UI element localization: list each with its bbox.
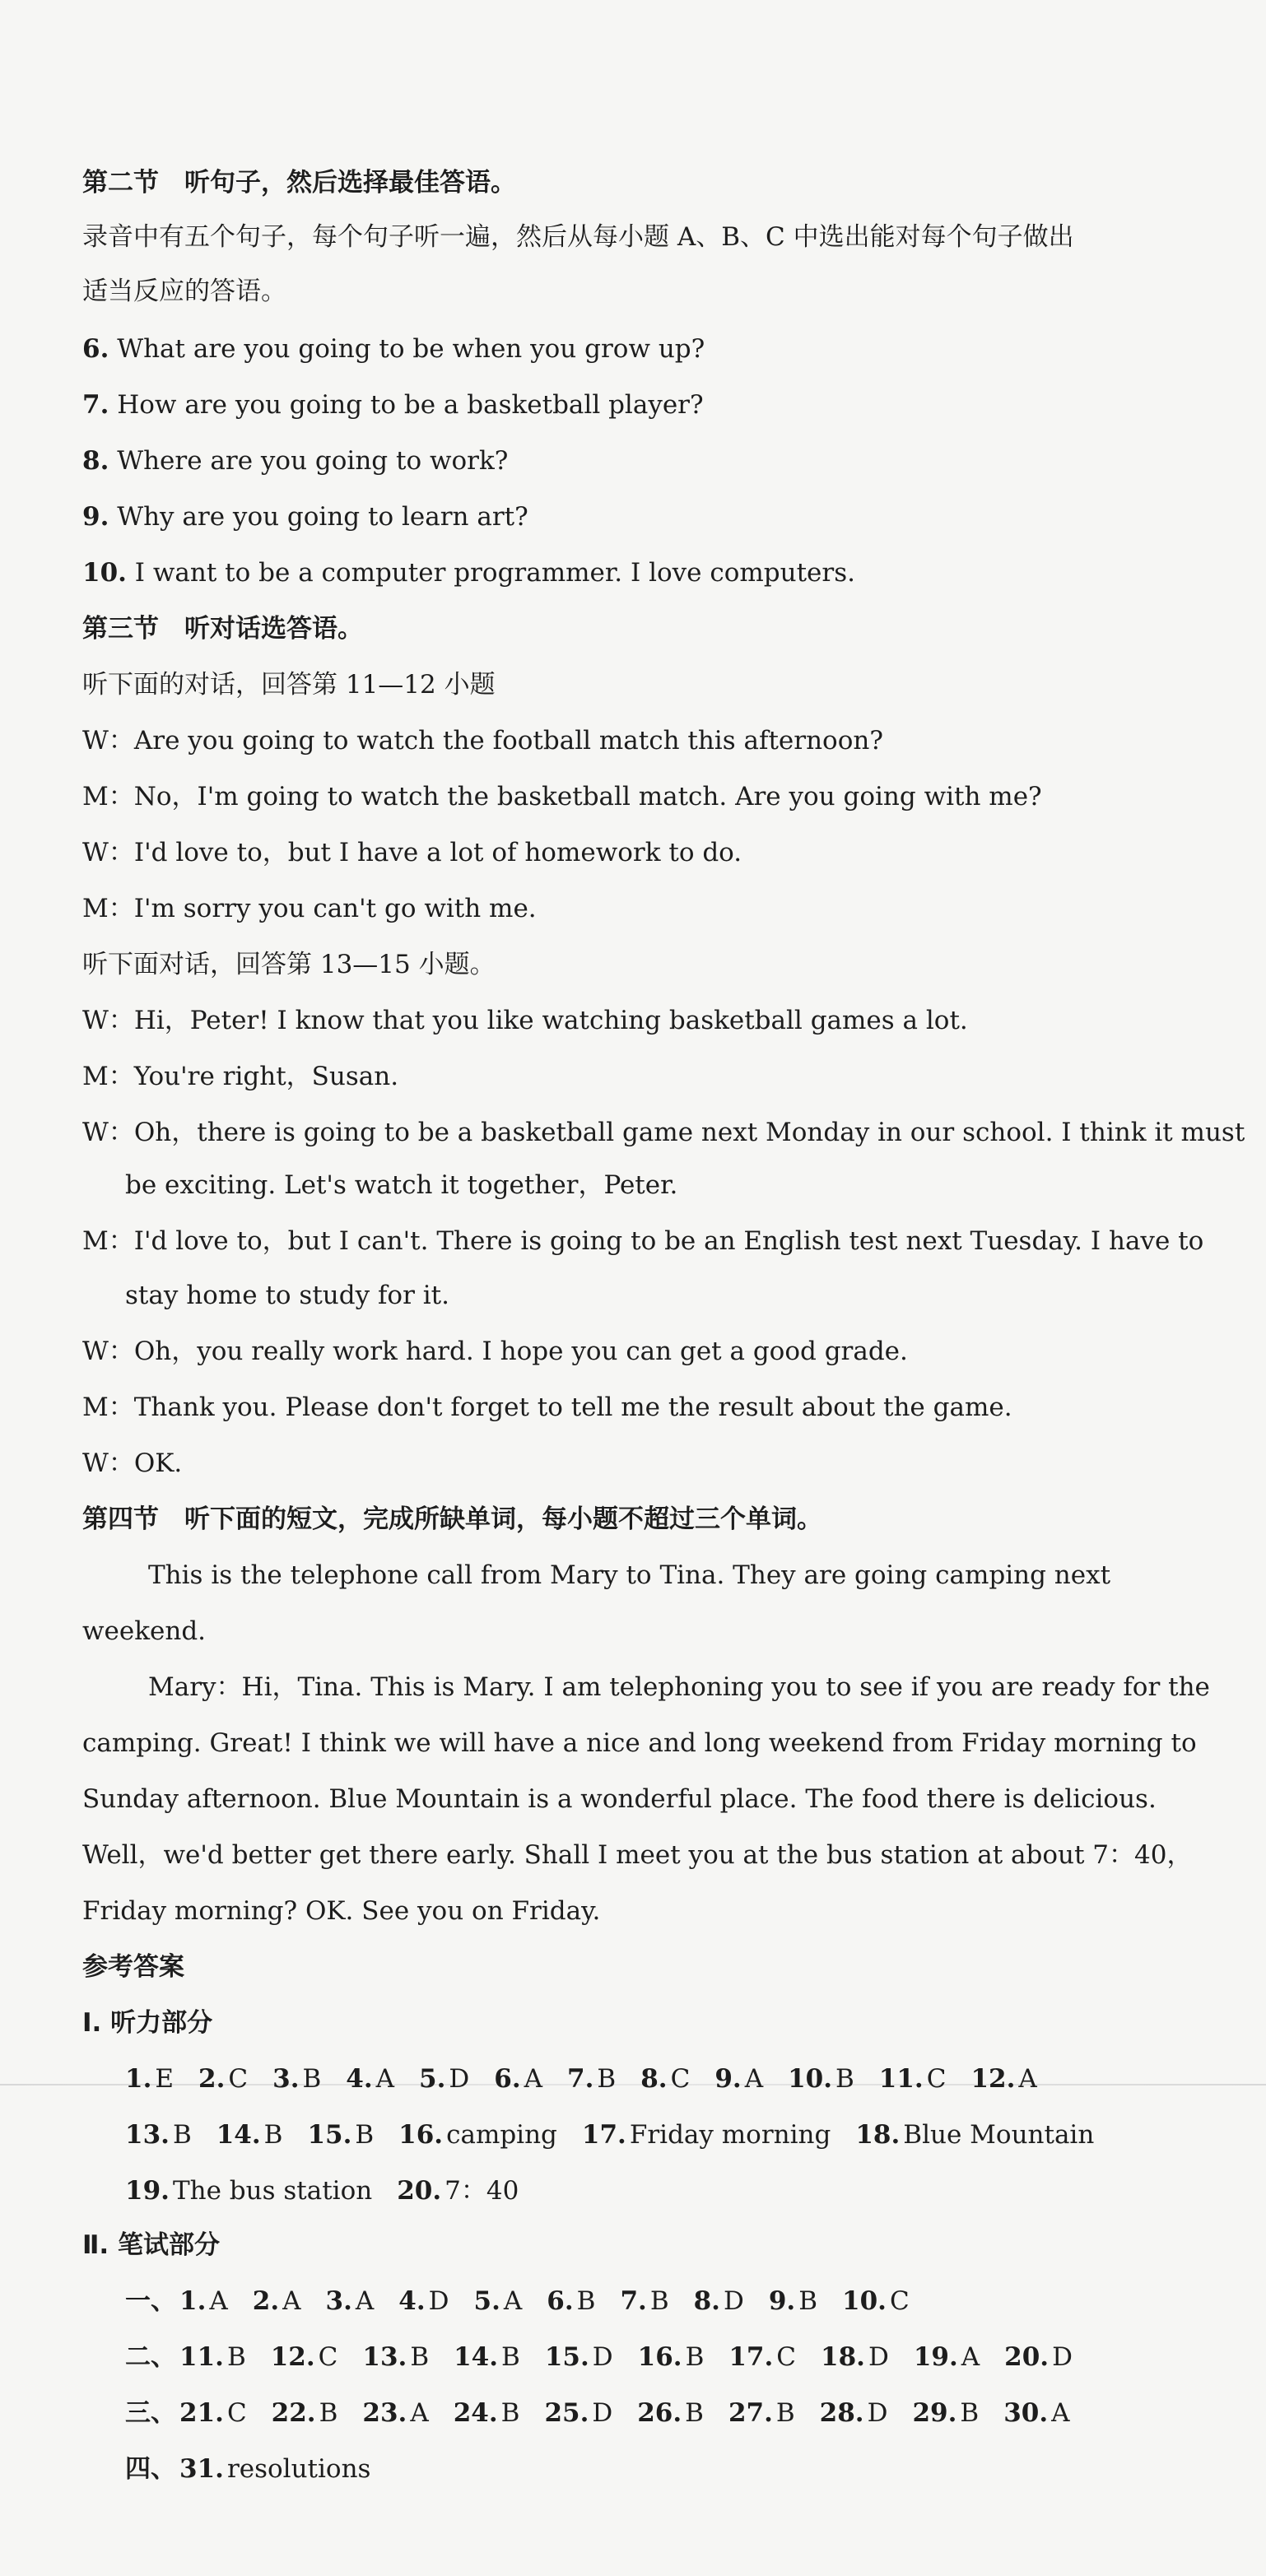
answer-value: C	[926, 2064, 947, 2094]
answer-value: B	[798, 2286, 817, 2316]
section2-heading: 第二节 听句子，然后选择最佳答语。	[82, 168, 516, 198]
answer-number: 13.	[362, 2342, 407, 2372]
dialogue2-line: M：You're right，Susan.	[82, 1062, 399, 1091]
answer-value: D	[867, 2398, 888, 2428]
answer-number: 29.	[912, 2398, 957, 2428]
answer-number: 9.	[768, 2286, 796, 2316]
answer-value: Friday morning	[629, 2120, 831, 2150]
answer-value: A	[209, 2286, 228, 2316]
answer-value: C	[226, 2398, 247, 2428]
question-number: 8.	[82, 446, 109, 476]
answer-value: A	[961, 2342, 980, 2372]
answer-value: C	[776, 2342, 797, 2372]
dialogue1-line: W：I'd love to，but I have a lot of homework to do.	[82, 838, 742, 867]
answer-number: 3.	[325, 2286, 352, 2316]
answer-value: Blue Mountain	[903, 2120, 1095, 2150]
answer-number: 18.	[855, 2120, 901, 2150]
answer-value: B	[302, 2064, 322, 2094]
answer-value: B	[319, 2398, 338, 2428]
answer-row	[125, 2283, 1228, 2319]
answer-value: D	[449, 2064, 470, 2094]
answer-value: B	[835, 2064, 854, 2094]
answer-value: B	[226, 2342, 246, 2372]
answer-number: 10.	[788, 2064, 833, 2094]
answer-row	[125, 2117, 1228, 2153]
section3-heading: 第三节 听对话选答语。	[82, 614, 363, 644]
answer-number: 6.	[494, 2064, 521, 2094]
answer-number: 28.	[819, 2398, 864, 2428]
answer-number: 1.	[125, 2064, 152, 2094]
answer-number: 21.	[179, 2398, 224, 2428]
answer-number: 6.	[547, 2286, 574, 2316]
passage-para1-line2: weekend.	[82, 1616, 207, 1646]
answers-heading: 参考答案	[82, 1952, 184, 1982]
answer-value: C	[889, 2286, 910, 2316]
answer-number: 7.	[620, 2286, 647, 2316]
question-text: I want to be a computer programmer. I love computers.	[126, 558, 855, 588]
question-text: Where are you going to work?	[109, 446, 509, 476]
answer-row	[125, 2451, 1228, 2487]
dialogue2-line: M：I'd love to，but I can't. There is going to be an English test next Tuesday. I have to	[82, 1226, 1204, 1256]
dialogue1-line: M：I'm sorry you can't go with me.	[82, 894, 537, 923]
answer-value: C	[318, 2342, 338, 2372]
dialogue2-line: W：Oh，there is going to be a basketball game next Monday in our school. I think it must	[82, 1118, 1245, 1147]
answer-number: 11.	[878, 2064, 924, 2094]
answer-value: 7：40	[444, 2176, 519, 2206]
answers-part2-title: Ⅱ. 笔试部分	[82, 2230, 220, 2260]
answer-number: 1.	[179, 2286, 207, 2316]
answer-value: D	[592, 2342, 613, 2372]
answer-row	[125, 2339, 1228, 2375]
dialogue1-line: M：No，I'm going to watch the basketball match. Are you going with me?	[82, 782, 1042, 811]
answer-value: A	[1051, 2398, 1070, 2428]
answer-row	[125, 2395, 1228, 2431]
passage-para2-line: camping. Great! I think we will have a nice and long weekend from Friday morning to	[82, 1728, 1197, 1758]
answer-value: D	[723, 2286, 744, 2316]
answer-number: 27.	[728, 2398, 773, 2428]
question-text: What are you going to be when you grow up?	[109, 334, 705, 364]
answer-number: 7.	[567, 2064, 594, 2094]
answer-number: 4.	[346, 2064, 373, 2094]
answer-number: 9.	[714, 2064, 742, 2094]
section2-instruction-line2: 适当反应的答语。	[82, 277, 286, 306]
answer-number: 20.	[397, 2176, 442, 2206]
answer-number: 31.	[179, 2454, 224, 2484]
answer-number: 25.	[544, 2398, 589, 2428]
answer-group-prefix: 三、	[125, 2398, 176, 2428]
answer-value: The bus station	[172, 2176, 373, 2206]
answer-group-prefix: 四、	[125, 2454, 176, 2484]
question-7	[82, 387, 1185, 423]
answer-number: 22.	[271, 2398, 316, 2428]
answer-number: 19.	[913, 2342, 958, 2372]
answer-value: B	[597, 2064, 617, 2094]
answer-value: B	[501, 2342, 520, 2372]
answer-number: 3.	[272, 2064, 300, 2094]
answer-value: B	[685, 2342, 705, 2372]
passage-para2-line: Friday morning? OK. See you on Friday.	[82, 1896, 601, 1926]
answer-value: B	[500, 2398, 520, 2428]
answer-value: resolutions	[226, 2454, 371, 2484]
answer-value: E	[155, 2064, 175, 2094]
answer-number: 13.	[125, 2120, 170, 2150]
question-number: 7.	[82, 390, 109, 420]
answer-number: 15.	[307, 2120, 352, 2150]
answer-number: 5.	[419, 2064, 446, 2094]
answer-number: 11.	[179, 2342, 224, 2372]
answer-number: 19.	[125, 2176, 170, 2206]
answer-number: 14.	[216, 2120, 261, 2150]
dialogue2-line: W：OK.	[82, 1448, 183, 1478]
question-text: Why are you going to learn art?	[109, 502, 528, 532]
answer-value: B	[263, 2120, 283, 2150]
answer-number: 17.	[728, 2342, 774, 2372]
answer-value: C	[228, 2064, 249, 2094]
answer-number: 8.	[693, 2286, 720, 2316]
passage-para2-line: Sunday afternoon. Blue Mountain is a wonderful place. The food there is delicious.	[82, 1784, 1157, 1814]
answer-value: A	[1018, 2064, 1037, 2094]
answer-value: D	[592, 2398, 613, 2428]
answer-value: B	[685, 2398, 704, 2428]
answer-number: 10.	[842, 2286, 887, 2316]
dialogue1-line: W：Are you going to watch the football match this afternoon?	[82, 726, 883, 756]
answer-value: D	[428, 2286, 449, 2316]
answer-number: 18.	[821, 2342, 865, 2372]
answers-part1-title: Ⅰ. 听力部分	[82, 2008, 213, 2038]
answer-number: 15.	[544, 2342, 589, 2372]
question-10	[82, 555, 1185, 591]
answer-value: A	[282, 2286, 301, 2316]
answer-number: 17.	[581, 2120, 626, 2150]
dialogue2-line: W：Hi，Peter! I know that you like watching basketball games a lot.	[82, 1006, 968, 1035]
answer-number: 23.	[362, 2398, 407, 2428]
passage-para2-line: Well，we'd better get there early. Shall I meet you at the bus station at about 7：40，	[82, 1840, 1193, 1870]
question-text: How are you going to be a basketball player?	[109, 390, 704, 420]
answer-number: 5.	[473, 2286, 500, 2316]
answer-number: 26.	[637, 2398, 682, 2428]
answer-value: B	[410, 2342, 430, 2372]
answer-value: A	[744, 2064, 764, 2094]
answer-value: A	[524, 2064, 543, 2094]
passage-para2-line: Mary：Hi，Tina. This is Mary. I am telephoning you to see if you are ready for the	[148, 1672, 1210, 1702]
answer-number: 14.	[454, 2342, 499, 2372]
answer-group-prefix: 二、	[125, 2342, 176, 2372]
answer-value: B	[649, 2286, 669, 2316]
answer-value: D	[1052, 2342, 1073, 2372]
answer-number: 24.	[453, 2398, 498, 2428]
question-9	[82, 499, 1185, 535]
question-8	[82, 443, 1185, 479]
answer-number: 12.	[970, 2064, 1016, 2094]
question-number: 9.	[82, 502, 109, 532]
question-number: 6.	[82, 334, 109, 364]
answer-value: A	[503, 2286, 523, 2316]
dialogue2-line: M：Thank you. Please don't forget to tell me the result about the game.	[82, 1393, 1012, 1422]
answer-number: 16.	[398, 2120, 444, 2150]
answer-value: A	[375, 2064, 395, 2094]
passage-para1-line1: This is the telephone call from Mary to Tina. They are going camping next	[148, 1560, 1111, 1590]
dialogue2-line: W：Oh，you really work hard. I hope you can get a good grade.	[82, 1337, 908, 1366]
answer-number: 2.	[252, 2286, 280, 2316]
answer-value: B	[172, 2120, 192, 2150]
answer-value: B	[355, 2120, 375, 2150]
question-number: 10.	[82, 558, 127, 588]
answer-row	[125, 2173, 1228, 2209]
section2-instruction-line1: 录音中有五个句子，每个句子听一遍，然后从每小题 A、B、C 中选出能对每个句子做出	[82, 222, 1074, 252]
answer-number: 2.	[198, 2064, 226, 2094]
answer-value: B	[960, 2398, 980, 2428]
section4-heading: 第四节 听下面的短文，完成所缺单词，每小题不超过三个单词。	[82, 1504, 822, 1534]
dialogue2-intro: 听下面对话，回答第 13—15 小题。	[82, 950, 496, 979]
answer-value: A	[410, 2398, 429, 2428]
answer-value: C	[670, 2064, 691, 2094]
answer-value: B	[576, 2286, 596, 2316]
answer-number: 20.	[1004, 2342, 1050, 2372]
answer-number: 12.	[270, 2342, 315, 2372]
answer-number: 30.	[1003, 2398, 1049, 2428]
answer-value: camping	[446, 2120, 557, 2150]
answer-value: A	[355, 2286, 375, 2316]
answer-value: D	[868, 2342, 889, 2372]
dialogue2-line-continued: be exciting. Let's watch it together，Peter.	[125, 1170, 678, 1200]
answer-number: 8.	[640, 2064, 668, 2094]
answer-value: B	[775, 2398, 795, 2428]
answer-number: 4.	[398, 2286, 426, 2316]
dialogue2-line-continued: stay home to study for it.	[125, 1281, 449, 1310]
question-6	[82, 331, 1185, 367]
answer-number: 16.	[637, 2342, 682, 2372]
answer-row	[125, 2061, 1228, 2097]
answer-group-prefix: 一、	[125, 2286, 176, 2316]
dialogue1-intro: 听下面的对话，回答第 11—12 小题	[82, 670, 496, 700]
